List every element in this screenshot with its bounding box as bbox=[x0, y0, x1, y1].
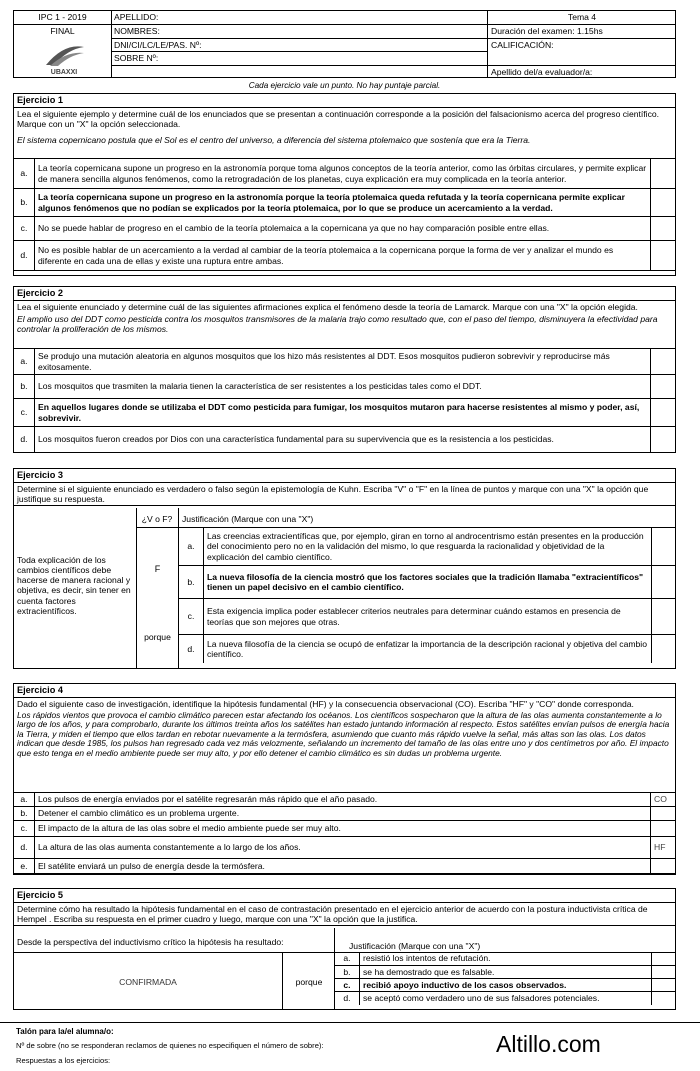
exercise-4 bbox=[13, 683, 676, 874]
ej5-option-c-text: recibió apoyo inductivo de los casos observados. bbox=[360, 978, 652, 991]
ej5-option-a-letter: a. bbox=[335, 952, 360, 965]
ej1-option-a-checkbox[interactable] bbox=[651, 159, 676, 189]
ej2-option-c-text: En aquellos lugares donde se utilizaba el DDT como pesticida para fumigar, los mosquitos mutaron para hacerse resistentes al mismo y poder, así, sobrevivir. bbox=[35, 399, 651, 427]
ej5-option-d-checkbox[interactable] bbox=[652, 991, 677, 1005]
just-header: Justificación (Marque con una "X") bbox=[182, 514, 314, 524]
ej4-option-d-answer[interactable]: HF bbox=[651, 837, 676, 859]
ej3-option-b-letter: b. bbox=[179, 566, 204, 599]
ej2-option-b-checkbox[interactable] bbox=[651, 375, 676, 399]
ej1-option-d-checkbox[interactable] bbox=[651, 241, 676, 271]
ej4-option-c-letter: c. bbox=[14, 821, 35, 837]
ej1-option-a-text: La teoría copernicana supone un progreso en la astronomía porque toma algunos conceptos de la teoría anterior, como las órbitas circulares, y permite explicar de manera sencilla algunos fenómenos, como la retrogradación de los planetas, cuya explicación era muy complicada en la teoría anterior. bbox=[35, 159, 651, 189]
ej3-option-a-letter: a. bbox=[179, 528, 204, 566]
exercise-3-title: Ejercicio 3 bbox=[14, 469, 675, 483]
watermark-text: Altillo.com bbox=[496, 1031, 601, 1057]
scoring-note: Cada ejercicio vale un punto. No hay puntaje parcial. bbox=[248, 81, 441, 90]
ej4-option-a-answer[interactable]: CO bbox=[651, 793, 676, 807]
ej2-option-a-letter: a. bbox=[14, 349, 35, 375]
ej2-option-b-letter: b. bbox=[14, 375, 35, 399]
exam-header bbox=[13, 10, 676, 78]
talon-respuestas[interactable]: Respuestas a los ejercicios: bbox=[16, 1056, 111, 1065]
duration-label: Duración del examen: 1.15hs bbox=[491, 26, 603, 36]
exercise-2-title: Ejercicio 2 bbox=[14, 287, 675, 301]
sobre-field[interactable]: SOBRE Nº: bbox=[114, 53, 159, 63]
exercise-3 bbox=[13, 468, 676, 669]
ej3-option-a-checkbox[interactable] bbox=[652, 528, 677, 566]
ej4-option-d-letter: d. bbox=[14, 837, 35, 859]
exercise-3-statement: Toda explicación de los cambios científicos debe hacerse de manera racional y objetiva, es decir, sin tener en cuenta factores extracientíficos. bbox=[17, 555, 131, 616]
ej5-option-a-checkbox[interactable] bbox=[652, 952, 677, 965]
vf-answer[interactable]: F bbox=[154, 564, 161, 574]
course-label: IPC 1 - 2019 bbox=[38, 12, 87, 22]
ej3-option-d-text: La nueva filosofía de la ciencia se ocupó de enfatizar la importancia de la descripción racional y objetiva del cambio científico. bbox=[204, 635, 652, 663]
exercise-1-example: El sistema copernicano postula que el Sol es el centro del universo, a diferencia del sistema ptolemaico que sostenía que era la Tierra. bbox=[17, 135, 531, 146]
ej3-option-a-text: Las creencias extracientíficas que, por ejemplo, giran en torno al androcentrismo están presentes en la producción del conocimiento pero no en la validación del mismo, lo que resguarda la racionalidad y objetividad de la explicación del cambio científico. bbox=[204, 528, 652, 566]
tema-label: Tema 4 bbox=[567, 12, 597, 22]
ej4-option-b-letter: b. bbox=[14, 807, 35, 821]
ej2-option-a-text: Se produjo una mutación aleatoria en algunos mosquitos que los hizo más resistentes al DDT. Esos mosquitos pudieron sobrevivir y reproducirse más exitosamente. bbox=[35, 349, 651, 375]
ej4-option-c-text: El impacto de la altura de las olas sobre el medio ambiente puede ser muy alto. bbox=[35, 821, 651, 837]
ej5-option-c-letter: c. bbox=[335, 978, 360, 991]
ej4-option-e-text: El satélite enviará un pulso de energía desde la termósfera. bbox=[35, 859, 651, 875]
ej1-option-d-text: No es posible hablar de un acercamiento a la verdad al cambiar de la teoría ptolemaica a la copernicana porque la forma de ver y analizar el mundo es diferente en cada una de ellas y existe una ruptura entre ambas. bbox=[35, 241, 651, 271]
ej3-option-d-letter: d. bbox=[179, 635, 204, 663]
talon-title: Talón para la/el alumna/o: bbox=[16, 1027, 114, 1036]
ej5-option-d-letter: d. bbox=[335, 991, 360, 1005]
ej5-option-b-checkbox[interactable] bbox=[652, 965, 677, 978]
ej4-option-b-answer[interactable] bbox=[651, 807, 676, 821]
university-logo bbox=[40, 41, 88, 77]
ej5-option-d-text: se aceptó como verdadero uno de sus falsadores potenciales. bbox=[360, 991, 652, 1005]
ej5-just-header: Justificación (Marque con una "X") bbox=[349, 941, 481, 951]
ej4-option-b-text: Detener el cambio climático es un problema urgente. bbox=[35, 807, 651, 821]
dni-field[interactable]: DNI/CI/LC/LE/PAS. Nº: bbox=[114, 40, 202, 50]
ej2-option-b-text: Los mosquitos que trasmiten la malaria tienen la característica de ser resistentes a los pesticidas tales como el DDT. bbox=[35, 375, 651, 399]
ej1-option-b-text: La teoría copernicana supone un progreso en la astronomía porque la teoría ptolemaica queda refutada y la teoría copernicana permite explicar algunos fenómenos que no podían se explicados por la teoría ptolemaica, por lo que se produce un acercamiento a la verdad. bbox=[35, 189, 651, 217]
exercise-5-intro: Determine cómo ha resultado la hipótesis fundamental en el caso de contrastación presentado en el ejercicio anterior de acuerdo con la postura inductivista crítica de Hempel . Escriba su respuesta en el primer cuadro y luego, marque con una "X" la opción que la justifica. bbox=[14, 903, 675, 926]
ej3-option-b-checkbox[interactable] bbox=[652, 566, 677, 599]
ej2-option-c-letter: c. bbox=[14, 399, 35, 427]
vf-header: ¿V o F? bbox=[141, 514, 173, 524]
exercise-5 bbox=[13, 888, 676, 1010]
calificacion-field[interactable]: CALIFICACIÓN: bbox=[491, 40, 554, 50]
exam-type: FINAL bbox=[50, 26, 75, 36]
ej5-left-header: Desde la perspectiva del inductivismo crítico la hipótesis ha resultado: bbox=[17, 937, 284, 947]
ej2-option-d-text: Los mosquitos fueron creados por Dios con una característica fundamental para su supervivencia que es la resistencia a los pesticidas. bbox=[35, 427, 651, 453]
nombres-field[interactable]: NOMBRES: bbox=[114, 26, 160, 36]
ej3-option-b-text: La nueva filosofía de la ciencia mostró que los factores sociales que la tradición llamaba "extracientíficos" tienen un papel decisivo en el cambio científico. bbox=[204, 566, 652, 599]
ej3-option-c-text: Esta exigencia implica poder establecer criterios neutrales para determinar cuándo estamos en presencia de teorías que son mejores que otras. bbox=[204, 599, 652, 635]
evaluador-field[interactable]: Apellido del/a evaluador/a: bbox=[491, 67, 593, 77]
exercise-4-example: Los rápidos vientos que provoca el cambio climático parecen estar afectando los océanos. Los científicos sospecharon que la altura de las olas aumenta constantemente a lo largo de los años, y para comprobarlo, durante los últimos treinta años los satélites han estado juntando información al respecto. Estos satélites envían pulsos de energía hacia la Tierra, y miden el tiempo que ellos tardan en rebotar nuevamente a la termósfera, asumiendo que cuanto más rápido vuelve la señal, más altas son las olas. Los datos indican que desde 1985, los pulsos han regresado cada vez más velozmente, señalando un incremento del tamaño de las olas entre uno y dos centímetros por año. El impacto que esto tenga en el medio ambiente puede ser muy alto, y por ello detener el cambio climático es sin dudas un problema urgente. bbox=[17, 710, 670, 758]
ej2-option-d-letter: d. bbox=[14, 427, 35, 453]
exercise-5-title: Ejercicio 5 bbox=[14, 889, 675, 903]
talon-sobre[interactable]: Nº de sobre (no se responderan reclamos de quienes no especifiquen el número de sobre): bbox=[16, 1041, 324, 1050]
ej2-option-d-checkbox[interactable] bbox=[651, 427, 676, 453]
ej5-option-b-text: se ha demostrado que es falsable. bbox=[360, 965, 652, 978]
ej4-option-d-text: La altura de las olas aumenta constantemente a lo largo de los años. bbox=[35, 837, 651, 859]
exercise-2 bbox=[13, 286, 676, 453]
exercise-4-intro: Dado el siguiente caso de investigación, identifique la hipótesis fundamental (HF) y la consecuencia observacional (CO). Escriba "HF" y "CO" donde corresponda. bbox=[17, 698, 634, 709]
ej3-option-c-checkbox[interactable] bbox=[652, 599, 677, 635]
exercise-1-intro: Lea el siguiente ejemplo y determine cuál de los enunciados que se presentan a continuación corresponde a la posición del falsacionismo acerca del progreso científico. Marque con un "X" la opción seleccionada. bbox=[17, 108, 660, 129]
ej5-option-c-checkbox[interactable] bbox=[652, 978, 677, 991]
ej1-option-c-text: No se puede hablar de progreso en el cambio de la teoría ptolemaica a la copernicana ya que no hay comparación posible entre ellas. bbox=[35, 217, 651, 241]
ej5-option-b-letter: b. bbox=[335, 965, 360, 978]
exercise-3-intro: Determine si el siguiente enunciado es verdadero o falso según la epistemología de Kuhn. Escriba "V" o "F" en la línea de puntos y marque con una "X" la opción que justifique su respuesta. bbox=[14, 483, 675, 506]
ej1-option-c-letter: c. bbox=[14, 217, 35, 241]
apellido-field[interactable]: APELLIDO: bbox=[114, 12, 159, 22]
ej4-option-e-letter: e. bbox=[14, 859, 35, 875]
ej5-answer[interactable]: CONFIRMADA bbox=[119, 977, 177, 987]
ej1-option-d-letter: d. bbox=[14, 241, 35, 271]
ej1-option-b-checkbox[interactable] bbox=[651, 189, 676, 217]
ej4-option-a-text: Los pulsos de energía enviados por el satélite regresarán más rápido que el año pasado. bbox=[35, 793, 651, 807]
ej2-option-c-checkbox[interactable] bbox=[651, 399, 676, 427]
ej4-option-c-answer[interactable] bbox=[651, 821, 676, 837]
ej5-option-a-text: resistió los intentos de refutación. bbox=[360, 952, 652, 965]
ej4-option-e-answer[interactable] bbox=[651, 859, 676, 875]
ej2-option-a-checkbox[interactable] bbox=[651, 349, 676, 375]
cut-line bbox=[0, 1022, 700, 1023]
exercise-2-intro: Lea el siguiente enunciado y determine cuál de las siguientes afirmaciones explica el fenómeno desde la teoría de Lamarck. Marque con una "X" la opción elegida. bbox=[17, 301, 638, 312]
ej1-option-b-letter: b. bbox=[14, 189, 35, 217]
ej1-option-c-checkbox[interactable] bbox=[651, 217, 676, 241]
porque-label: porque bbox=[144, 632, 171, 642]
logo-text: UBAXXI bbox=[50, 69, 78, 77]
exercise-1 bbox=[13, 93, 676, 276]
exercise-2-example: El amplio uso del DDT como pesticida contra los mosquitos transmisores de la malaria trajo como resultado que, con el paso del tiempo, disminuyera la efectividad para controlar la proliferación de los mismos. bbox=[17, 314, 658, 335]
ej1-option-a-letter: a. bbox=[14, 159, 35, 189]
ej3-option-c-letter: c. bbox=[179, 599, 204, 635]
exercise-4-title: Ejercicio 4 bbox=[14, 684, 675, 698]
ej4-option-a-letter: a. bbox=[14, 793, 35, 807]
ej3-option-d-checkbox[interactable] bbox=[652, 635, 677, 663]
exercise-1-title: Ejercicio 1 bbox=[14, 94, 675, 108]
ej5-porque-label: porque bbox=[295, 977, 323, 987]
